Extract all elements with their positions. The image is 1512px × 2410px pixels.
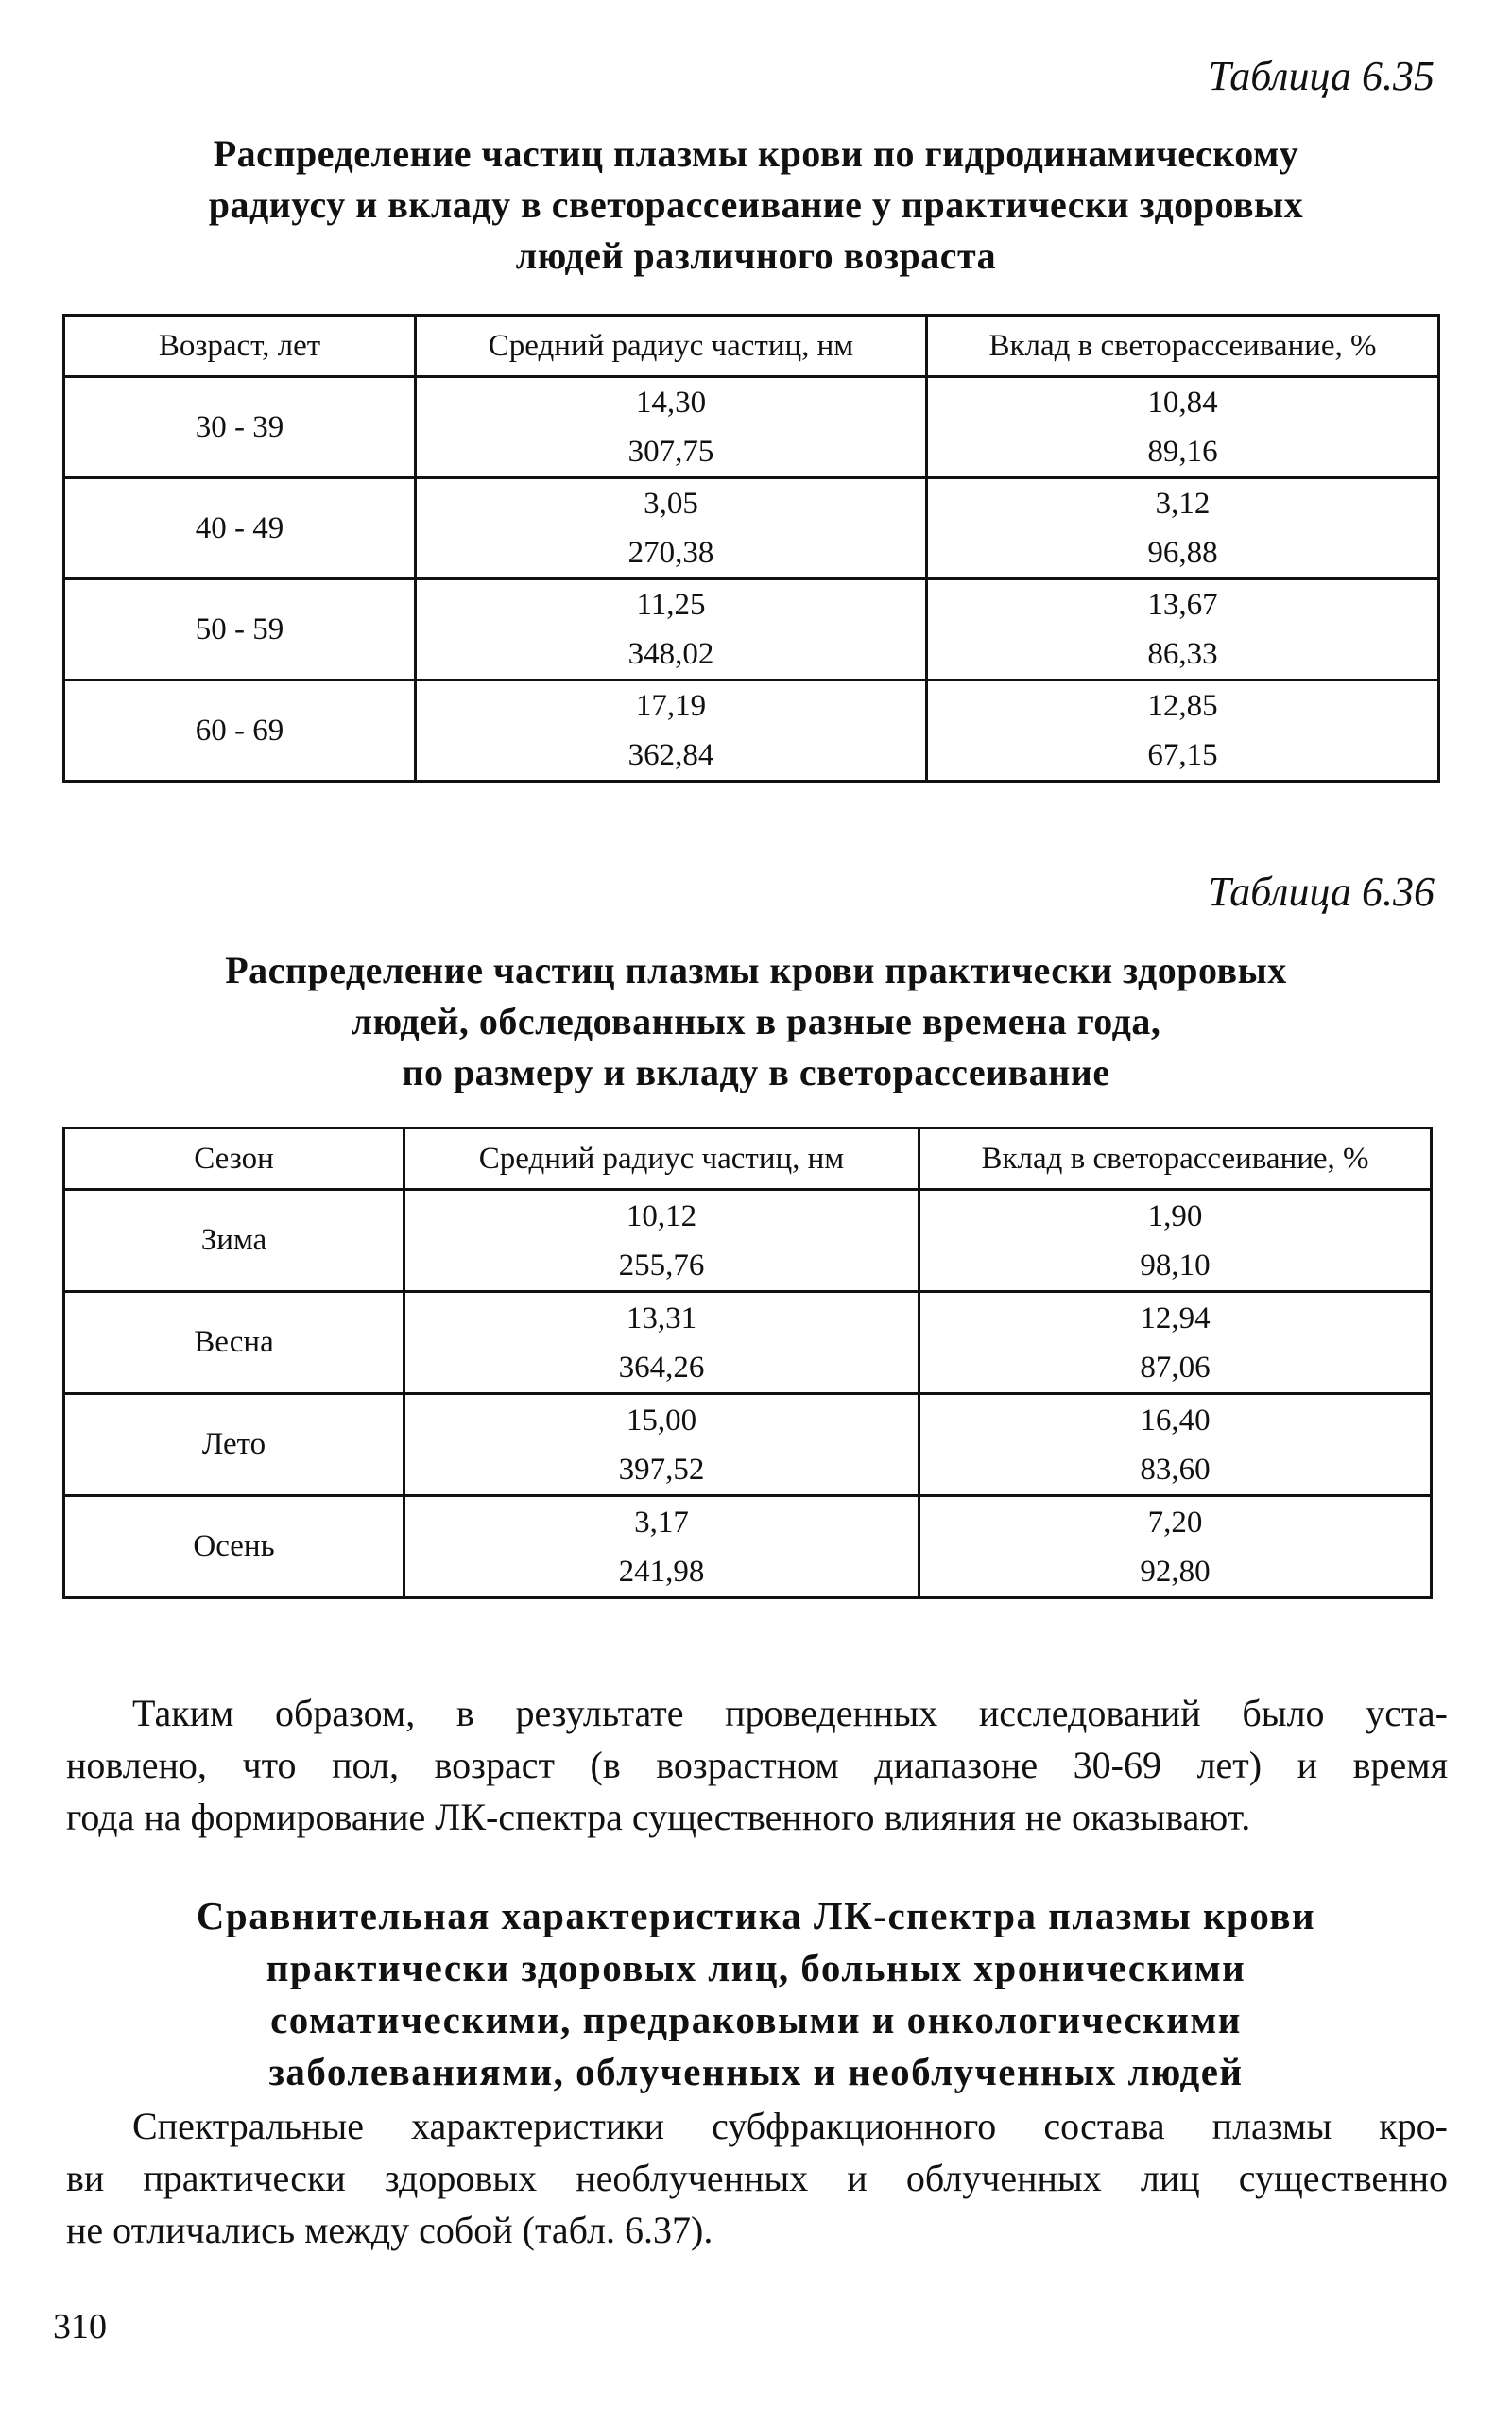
contribution-cell: 7,20 92,80 bbox=[919, 1496, 1432, 1598]
conclusion-paragraph bbox=[66, 1687, 1448, 1843]
season-cell: Лето bbox=[64, 1394, 404, 1496]
table-6-35-title bbox=[94, 129, 1418, 282]
heading-line: соматическими, предраковыми и онкологическими bbox=[270, 1998, 1242, 2041]
table-row bbox=[64, 1394, 1432, 1496]
title-line: людей различного возраста bbox=[515, 234, 997, 277]
heading-line: заболеваниями, облученных и необлученных людей bbox=[268, 2050, 1244, 2093]
paragraph-line: Спектральные характеристики субфракционного состава плазмы кро- bbox=[132, 2105, 1448, 2147]
title-line: Распределение частиц плазмы крови практически здоровых bbox=[225, 949, 1287, 991]
paragraph-line: ви практически здоровых необлученных и облученных лиц существенно bbox=[66, 2157, 1448, 2199]
table-6-35-label: Таблица 6.35 bbox=[1208, 53, 1435, 99]
radius-cell: 13,31 364,26 bbox=[404, 1292, 919, 1394]
table-row bbox=[64, 478, 1439, 579]
heading-line: практически здоровых лиц, больных хроническими bbox=[266, 1946, 1246, 1989]
table-6-36-label: Таблица 6.36 bbox=[1208, 869, 1435, 915]
section-heading bbox=[76, 1890, 1436, 2098]
contribution-cell: 1,90 98,10 bbox=[919, 1190, 1432, 1292]
table-header-row bbox=[64, 316, 1439, 377]
radius-cell: 15,00 397,52 bbox=[404, 1394, 919, 1496]
contribution-cell: 16,40 83,60 bbox=[919, 1394, 1432, 1496]
table-row bbox=[64, 579, 1439, 680]
age-group-cell: 40 - 49 bbox=[64, 478, 416, 579]
column-header: Вклад в светорассеивание, % bbox=[927, 316, 1439, 377]
contribution-cell: 10,84 89,16 bbox=[927, 377, 1439, 478]
contribution-cell: 3,12 96,88 bbox=[927, 478, 1439, 579]
page-number: 310 bbox=[53, 2307, 107, 2347]
table-6-36-title bbox=[94, 945, 1418, 1098]
column-header: Возраст, лет bbox=[64, 316, 416, 377]
radius-cell: 10,12 255,76 bbox=[404, 1190, 919, 1292]
paragraph-line: года на формирование ЛК-спектра существенного влияния не оказывают. bbox=[66, 1796, 1251, 1838]
table-row bbox=[64, 1496, 1432, 1598]
age-group-cell: 50 - 59 bbox=[64, 579, 416, 680]
paragraph-line: новлено, что пол, возраст (в возрастном диапазоне 30-69 лет) и время bbox=[66, 1744, 1448, 1786]
age-group-cell: 30 - 39 bbox=[64, 377, 416, 478]
heading-line: Сравнительная характеристика ЛК-спектра плазмы крови bbox=[196, 1894, 1316, 1937]
table-row bbox=[64, 377, 1439, 478]
column-header: Средний радиус частиц, нм bbox=[416, 316, 927, 377]
contribution-cell: 12,94 87,06 bbox=[919, 1292, 1432, 1394]
radius-cell: 11,25 348,02 bbox=[416, 579, 927, 680]
contribution-cell: 12,85 67,15 bbox=[927, 680, 1439, 782]
title-line: людей, обследованных в разные времена года, bbox=[351, 1000, 1161, 1042]
column-header: Средний радиус частиц, нм bbox=[404, 1128, 919, 1190]
radius-cell: 17,19 362,84 bbox=[416, 680, 927, 782]
season-cell: Зима bbox=[64, 1190, 404, 1292]
paragraph-line: Таким образом, в результате проведенных исследований было уста- bbox=[132, 1692, 1448, 1734]
title-line: радиусу и вкладу в светорассеивание у практически здоровых bbox=[208, 183, 1304, 226]
table-row bbox=[64, 680, 1439, 782]
season-cell: Весна bbox=[64, 1292, 404, 1394]
radius-cell: 3,05 270,38 bbox=[416, 478, 927, 579]
section-paragraph bbox=[66, 2100, 1448, 2256]
radius-cell: 3,17 241,98 bbox=[404, 1496, 919, 1598]
season-cell: Осень bbox=[64, 1496, 404, 1598]
table-header-row bbox=[64, 1128, 1432, 1190]
column-header: Сезон bbox=[64, 1128, 404, 1190]
age-group-cell: 60 - 69 bbox=[64, 680, 416, 782]
radius-cell: 14,30 307,75 bbox=[416, 377, 927, 478]
title-line: Распределение частиц плазмы крови по гидродинамическому bbox=[213, 132, 1299, 175]
paragraph-line: не отличались между собой (табл. 6.37). bbox=[66, 2209, 713, 2251]
title-line: по размеру и вкладу в светорассеивание bbox=[402, 1051, 1110, 1093]
column-header: Вклад в светорассеивание, % bbox=[919, 1128, 1432, 1190]
contribution-cell: 13,67 86,33 bbox=[927, 579, 1439, 680]
table-row bbox=[64, 1190, 1432, 1292]
table-6-36 bbox=[62, 1127, 1433, 1599]
table-6-35 bbox=[62, 314, 1440, 783]
table-row bbox=[64, 1292, 1432, 1394]
